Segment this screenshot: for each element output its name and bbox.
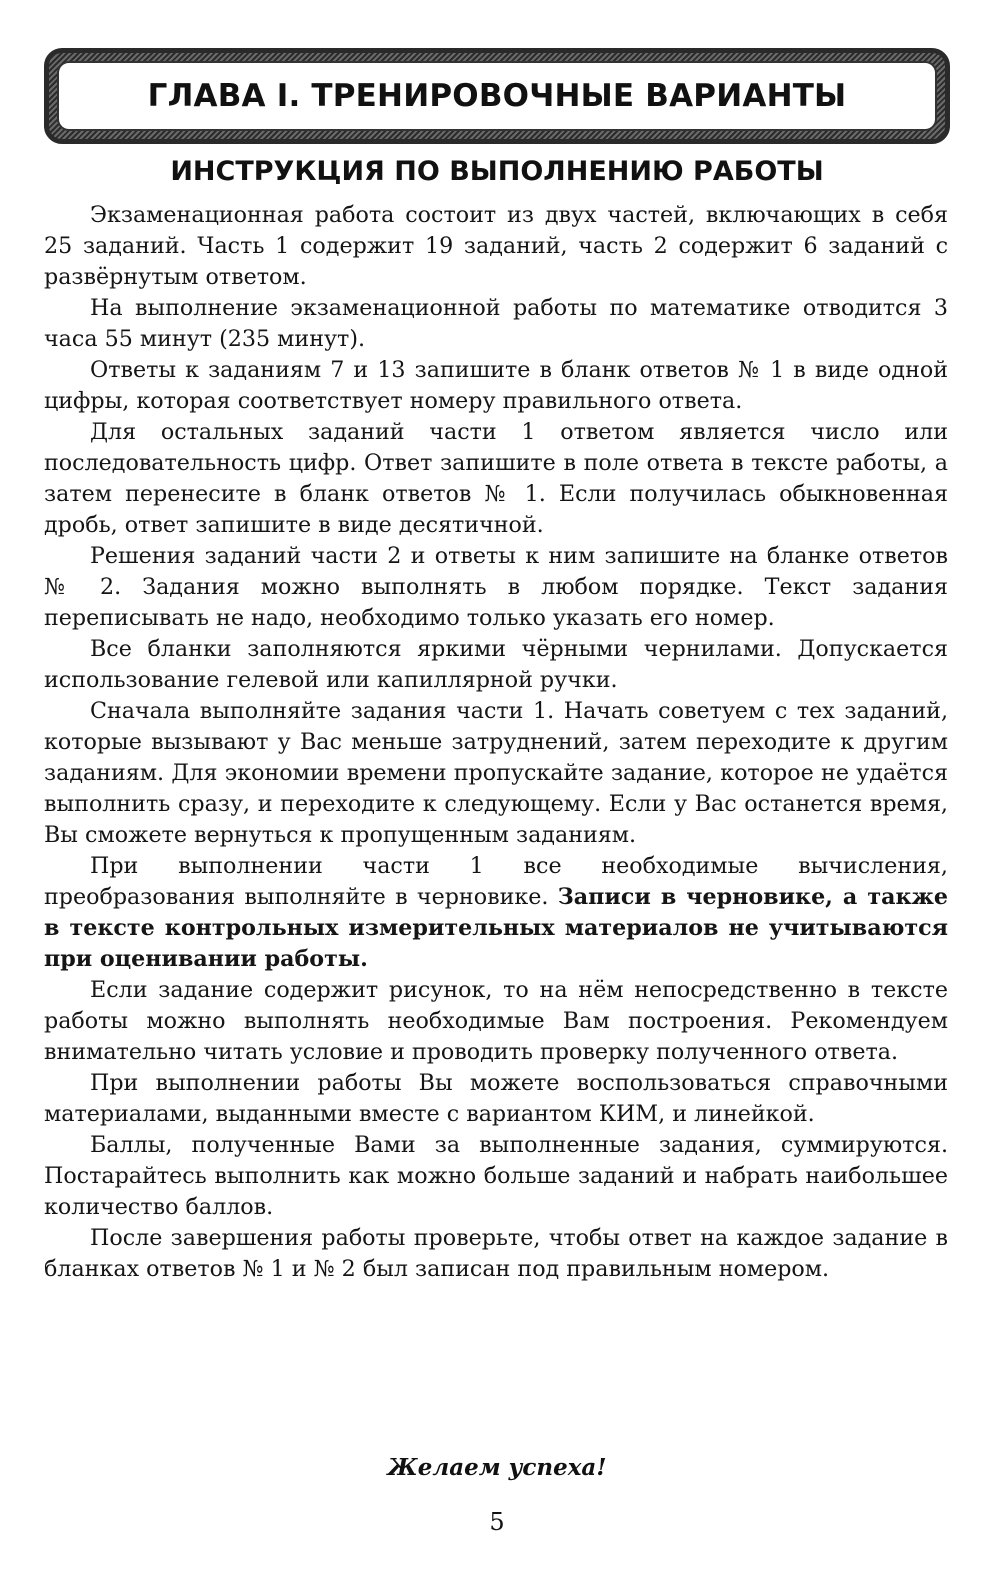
chapter-banner [44, 48, 950, 144]
paragraph [44, 696, 948, 851]
paragraph [44, 541, 948, 634]
paragraph [44, 200, 948, 293]
chapter-banner-inner [57, 61, 937, 131]
paragraph-text: Решения заданий части 2 и ответы к ним запишите на бланке ответов № 2. Задания можно выполнять в любом порядке. Текст задания переписывать не надо, необходимо только указать его номер. [44, 543, 948, 631]
paragraph-text: Сначала выполняйте задания части 1. Начать советуем с тех заданий, которые вызывают у Вас меньше затруднений, затем переходите к другим заданиям. Для экономии времени пропускайте задание, которое не удаётся выполнить сразу, и переходите к следующему. Если у Вас останется время, Вы сможете вернуться к пропущенным заданиям. [44, 698, 948, 848]
paragraph [44, 1068, 948, 1130]
instruction-body [44, 200, 948, 1285]
paragraph-text: На выполнение экзаменационной работы по математике отводится 3 часа 55 минут (235 минут). [44, 295, 948, 352]
paragraph-text: При выполнении работы Вы можете воспользоваться справочными материалами, выданными вместе с вариантом КИМ, и линейкой. [44, 1070, 948, 1127]
paragraph [44, 293, 948, 355]
paragraph-text: При выполнении части 1 все необходимые вычисления, преобразования выполняйте в черновике. [44, 853, 948, 910]
paragraph-text: Экзаменационная работа состоит из двух частей, включающих в себя 25 заданий. Часть 1 содержит 19 заданий, часть 2 содержит 6 заданий с развёрнутым ответом. [44, 202, 948, 290]
paragraph [44, 417, 948, 541]
paragraph-bold-text: Записи в черновике, а также в тексте контрольных измерительных материалов не учитываются при оценивании работы. [44, 884, 948, 972]
paragraph-text: Для остальных заданий части 1 ответом является число или последовательность цифр. Ответ запишите в поле ответа в тексте работы, а затем перенесите в бланк ответов № 1. Если получилась обыкновенная дробь, ответ запишите в виде десятичной. [44, 419, 948, 538]
paragraph [44, 634, 948, 696]
paragraph [44, 355, 948, 417]
closing-wish: Желаем успеха! [387, 1454, 607, 1481]
section-title: ИНСТРУКЦИЯ ПО ВЫПОЛНЕНИЮ РАБОТЫ [170, 156, 824, 187]
paragraph-text: Если задание содержит рисунок, то на нём непосредственно в тексте работы можно выполнять необходимые Вам построения. Рекомендуем внимательно читать условие и проводить проверку полученного ответа. [44, 977, 948, 1065]
paragraph-text: Баллы, полученные Вами за выполненные задания, суммируются. Постарайтесь выполнить как можно больше заданий и набрать наибольшее количество баллов. [44, 1132, 948, 1220]
paragraph-text: Все бланки заполняются яркими чёрными чернилами. Допускается использование гелевой или капиллярной ручки. [44, 636, 948, 693]
page-number: 5 [489, 1508, 505, 1536]
paragraph [44, 1130, 948, 1223]
paragraph [44, 851, 948, 975]
paragraph-text: После завершения работы проверьте, чтобы ответ на каждое задание в бланках ответов № 1 и № 2 был записан под правильным номером. [44, 1225, 948, 1282]
paragraph-text: Ответы к заданиям 7 и 13 запишите в бланк ответов № 1 в виде одной цифры, которая соответствует номеру правильного ответа. [44, 357, 948, 414]
paragraph [44, 1223, 948, 1285]
chapter-title: ГЛАВА I. ТРЕНИРОВОЧНЫЕ ВАРИАНТЫ [147, 78, 847, 114]
paragraph [44, 975, 948, 1068]
